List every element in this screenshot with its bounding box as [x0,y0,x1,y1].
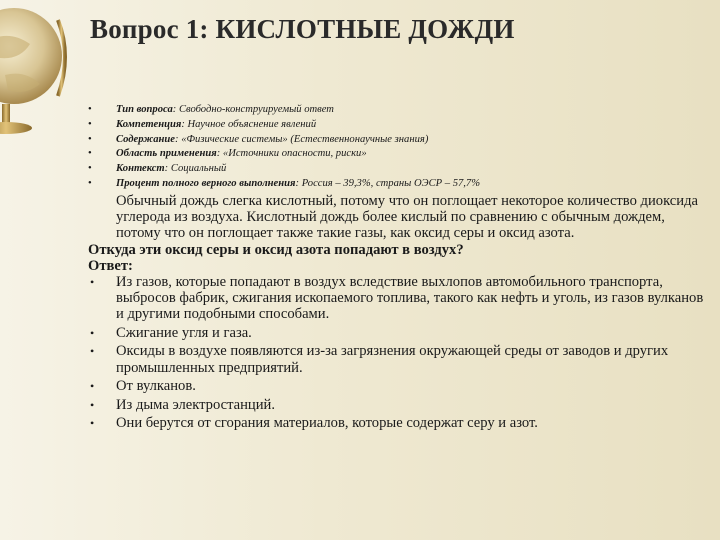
answer-item: • Из дыма электростанций. [88,397,708,413]
meta-item: • Процент полного верного выполнения: Россия – 39,3%, страны ОЭСР – 57,7% [88,177,708,192]
question-text: Откуда эти оксид серы и оксид азота попадают в воздух? [88,241,464,258]
meta-value: Россия – 39,3%, страны ОЭСР – 57,7% [301,177,481,189]
question-meta-list [88,103,708,192]
answer-item: • Из газов, которые попадают в воздух вследствие выхлопов автомобильного транспорта, выбросов фабрик, сжигания ископаемого топлива, такого как нефть и уголь, из газов вулканов и другими подобными способами. [88,274,708,323]
meta-value: «Источники опасности, риски» [222,148,367,160]
answer-item: • Они берутся от сгорания материалов, которые содержат серу и азот. [88,415,708,431]
meta-value: Социальный [170,163,227,175]
answer-item: • Оксиды в воздухе появляются из-за загрязнения окружающей среды от заводов и других промышленных предприятий. [88,343,708,375]
meta-item: • Компетенция: Научное объяснение явлений [88,118,708,133]
meta-label: Контекст [116,163,165,175]
globe-icon [0,0,80,140]
meta-label: Процент полного верного выполнения [116,177,296,189]
meta-value: Научное объяснение явлений [187,118,317,130]
meta-item: • Тип вопроса: Свободно-конструируемый ответ [88,103,708,118]
answer-label: Ответ: [88,257,133,274]
meta-label: Область применения [116,148,217,160]
meta-label: Тип вопроса [116,104,173,115]
meta-value: Свободно-конструируемый ответ [178,104,334,115]
meta-value: «Физические системы» (Естественнонаучные знания) [181,133,429,145]
intro-paragraph: Обычный дождь слегка кислотный, потому что он поглощает некоторое количество диоксида углерода из воздуха. Кислотный дождь более кислый по сравнению с обычным дождем, потому что он поглощает также такие газы, как оксид серы и оксид азота. [116,193,698,242]
meta-label: Компетенция [116,118,182,130]
answer-item: • От вулканов. [88,378,708,394]
answer-list [88,274,708,431]
slide-body [88,193,708,434]
meta-item: • Область применения: «Источники опасности, риски» [88,147,708,162]
answer-item: • Сжигание угля и газа. [88,325,708,341]
meta-label: Содержание [116,133,176,145]
meta-item: • Контекст: Социальный [88,162,708,177]
meta-item: • Содержание: «Физические системы» (Естественнонаучные знания) [88,133,708,148]
slide-title: Вопрос 1: КИСЛОТНЫЕ ДОЖДИ [90,14,515,44]
